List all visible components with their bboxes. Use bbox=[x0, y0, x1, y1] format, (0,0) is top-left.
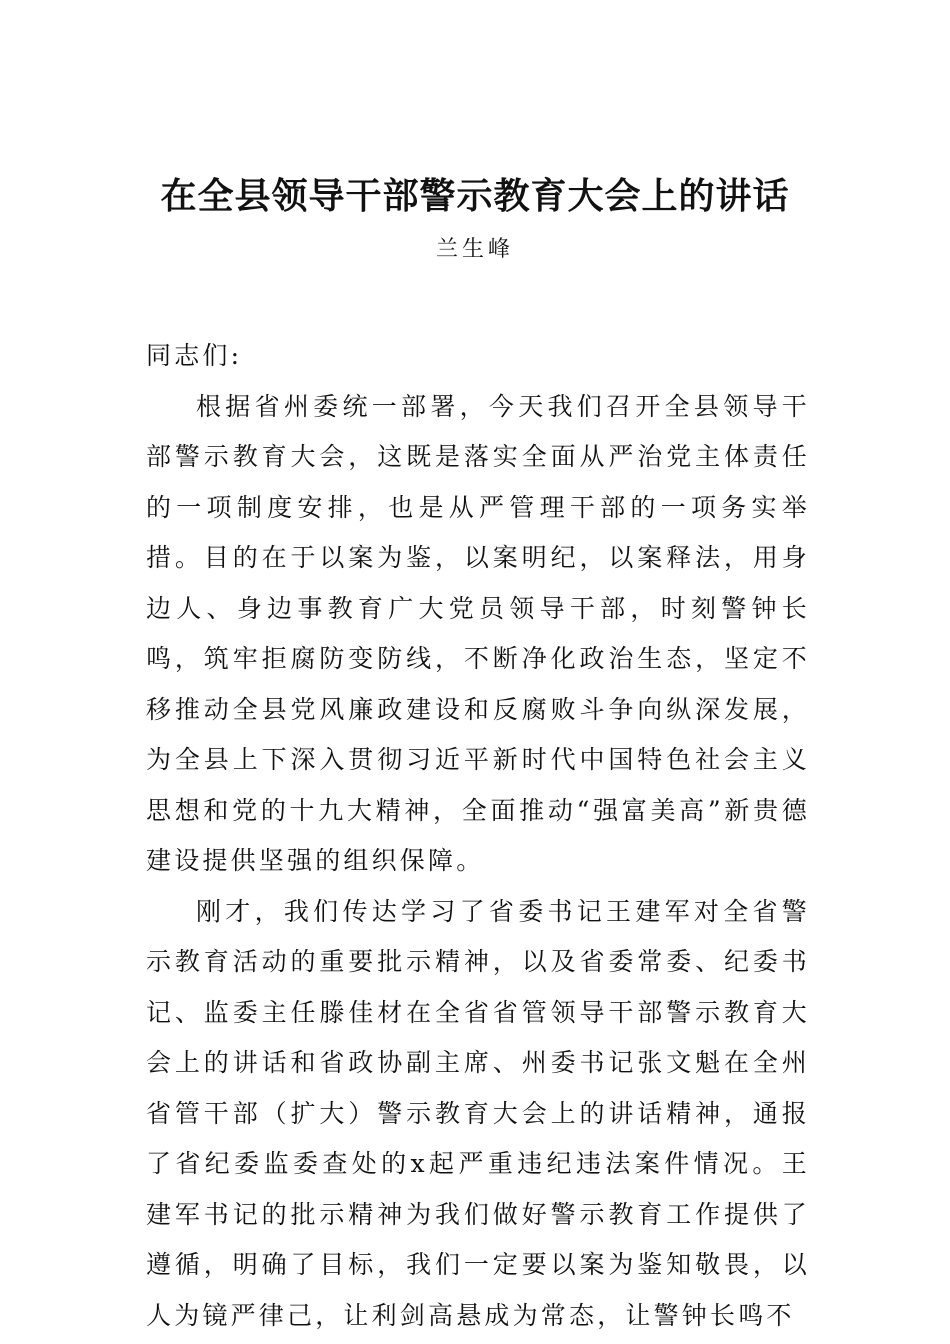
document-author: 兰生峰 bbox=[435, 237, 514, 262]
body-paragraph-2: 刚才，我们传达学习了省委书记王建军对全省警示教育活动的重要批示精神，以及省委常委、纪委书记、监委主任滕佳材在全省省管领导干部警示教育大会上的讲话和省政协副主席、州委书记张文魁在全州省管干部（扩大）警示教育大会上的讲话精神，通报了省纪委监委查处的x起严重违纪违法案件情况。王建军书记的批示精神为我们做好警示教育工作提供了遵循，明确了目标，我们一定要以案为鉴知敬畏，以人为镜严律己，让利剑高悬成为常态，让警钟长鸣不 bbox=[146, 896, 810, 1330]
salutation: 同志们: bbox=[146, 341, 243, 370]
document-title: 在全县领导干部警示教育大会上的讲话 bbox=[160, 175, 790, 217]
document-body bbox=[146, 331, 810, 1341]
body-paragraph-1: 根据省州委统一部署，今天我们召开全县领导干部警示教育大会，这既是落实全面从严治党主体责任的一项制度安排，也是从严管理干部的一项务实举措。目的在于以案为鉴，以案明纪，以案释法，用身边人、身边事教育广大党员领导干部，时刻警钟长鸣，筑牢拒腐防变防线，不断净化政治生态，坚定不移推动全县党风廉政建设和反腐败斗争向纵深发展，为全县上下深入贯彻习近平新时代中国特色社会主义思想和党的十九大精神，全面推动“强富美高”新贵德建设提供坚强的组织保障。 bbox=[146, 391, 810, 875]
